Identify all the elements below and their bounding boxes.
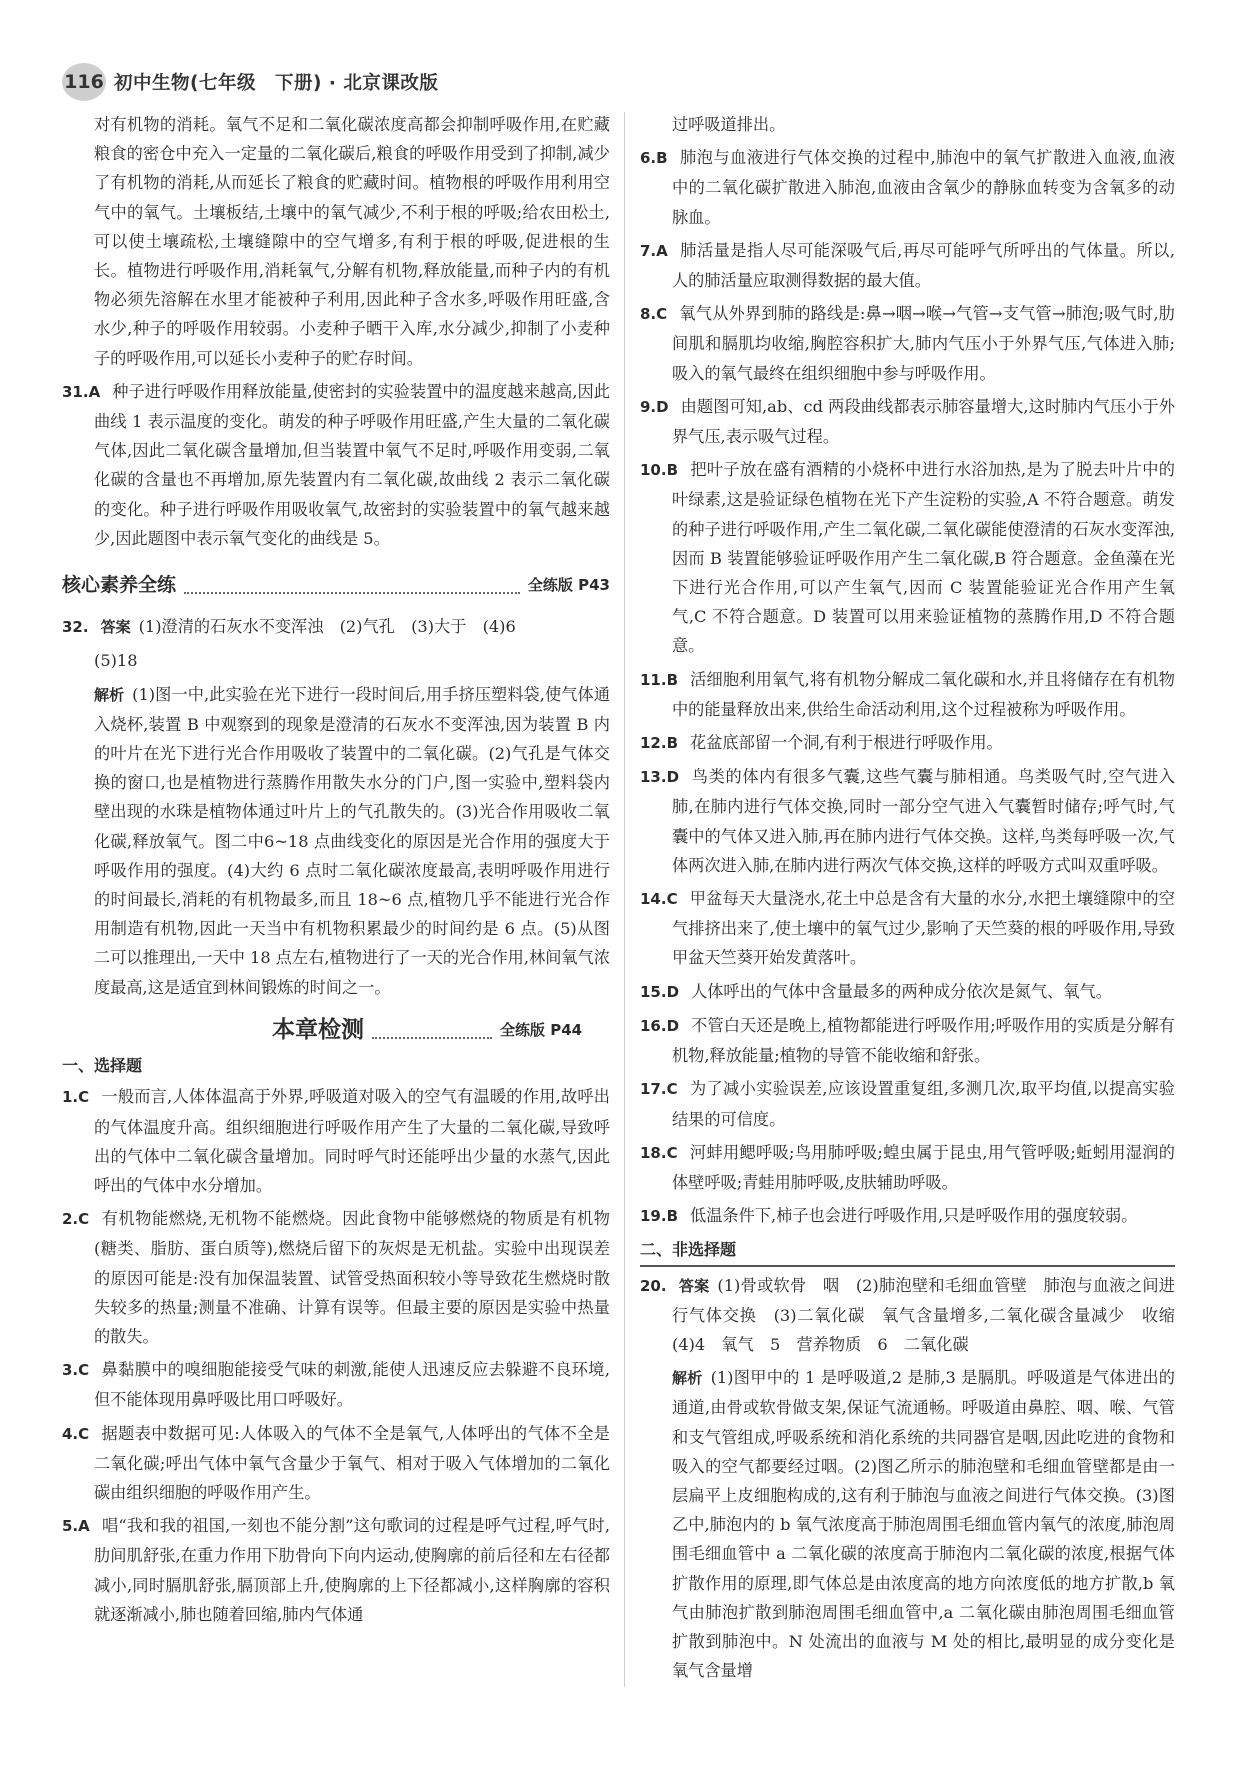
answer-text: 河蚌用鳃呼吸;鸟用肺呼吸;蝗虫属于昆虫,用气管呼吸;蚯蚓用湿润的体壁呼吸;青蛙用肺呼吸,皮肤辅助呼吸。: [672, 1142, 1175, 1192]
page-header: [62, 62, 438, 102]
left-column: [62, 110, 610, 1633]
answer-31: [62, 377, 610, 553]
answer-8: [640, 299, 1175, 388]
question-number: 6.B: [640, 149, 668, 168]
question-number: 1.C: [62, 1088, 90, 1107]
answer-16: [640, 1011, 1175, 1070]
column-divider: [624, 112, 625, 1687]
answer-text: 活细胞利用氧气,将有机物分解成二氧化碳和水,并且将储存在有机物中的能量释放出来,供给生命活动利用,这个过程被称为呼吸作用。: [672, 669, 1175, 719]
answer-20: [640, 1271, 1192, 1360]
question-number: 9.D: [640, 397, 669, 416]
answer-32-cont: (5)18: [94, 651, 138, 671]
question-number: 5.A: [62, 1517, 90, 1536]
chapter-heading: [62, 1016, 610, 1045]
answer-3: [62, 1355, 610, 1414]
answer-text: 为了减小实验误差,应该设置重复组,多测几次,取平均值,以提高实验结果的可信度。: [672, 1079, 1175, 1129]
answer-text: (1)骨或软骨 咽 (2)肺泡壁和毛细血管壁 肺泡与血液之间进行气体交换 (3)二氧化碳 氧气含量增多,二氧化碳含量减少 收缩 (4)4 氧气 5 营养物质 6 二氧化碳: [672, 1275, 1192, 1354]
question-number: 15.D: [640, 982, 680, 1001]
answer-text: 氧气从外界到肺的路线是:鼻→咽→喉→气管→支气管→肺泡;吸气时,肋间肌和膈肌均收缩,胸腔容积扩大,肺内气压小于外界气压,气体进入肺;吸入的氧气最终在组织细胞中参与呼吸作用。: [672, 304, 1175, 383]
question-number: 3.C: [62, 1361, 90, 1380]
analysis-label: 解析: [94, 685, 125, 704]
answer-text: (1)澄清的石灰水不变浑浊 (2)气孔 (3)大于 (4)6: [138, 617, 516, 637]
question-number: 16.D: [640, 1016, 680, 1035]
chapter-title: 本章检测: [272, 1016, 364, 1043]
answer-13: [640, 762, 1175, 880]
page-number: 116: [62, 63, 106, 101]
answer-text: 种子进行呼吸作用释放能量,使密封的实验装置中的温度越来越高,因此曲线 1 表示温度的变化。萌发的种子呼吸作用旺盛,产生大量的二氧化碳气体,因此二氧化碳含量增加,但当装置中氧气不足时,呼吸作用变弱,二氧化碳的含量也不再增加,原先装置内有二氧化碳,故曲线 2 表示二氧化碳的变化。种子进行呼吸作用吸收氧气,故密封的实验装置中的氧气越来越少,因此题图中表示氧气变化的曲线是 5。: [94, 381, 610, 548]
question-number: 4.C: [62, 1424, 90, 1443]
question-number: 17.C: [640, 1080, 678, 1099]
answer-12: [640, 728, 1175, 758]
question-number: 14.C: [640, 890, 678, 909]
analysis-20: [640, 1363, 1175, 1685]
analysis-32: [62, 680, 610, 1002]
answer-17: [640, 1074, 1175, 1133]
answer-text: 人体呼出的气体中含量最多的两种成分依次是氮气、氧气。: [691, 981, 1112, 1001]
right-column: [640, 110, 1192, 1689]
question-number: 20.: [640, 1276, 667, 1295]
answer-5: [62, 1511, 610, 1629]
answer-15: [640, 977, 1175, 1007]
question-number: 11.B: [640, 670, 679, 689]
answer-text: 据题表中数据可见:人体吸入的气体不全是氧气,人体呼出的气体不全是二氧化碳;呼出气体中氧气含量少于氧气、相对于吸入气体增加的二氧化碳由组织细胞的呼吸作用产生。: [94, 1423, 610, 1502]
dotted-leader: [184, 592, 520, 594]
subheading-text: 二、非选择题: [640, 1240, 737, 1260]
answer-10: [640, 455, 1175, 660]
answer-6: [640, 143, 1175, 232]
answer-text: 有机物能燃烧,无机物不能燃烧。因此食物中能够燃烧的物质是有机物(糖类、脂肪、蛋白质等),燃烧后留下的灰烬是无机盐。实验中出现误差的原因可能是:没有加保温装置、试管受热面积较小等导致花生燃烧时散失较多的热量;测量不准确、计算有误等。但最主要的原因是实验中热量的散失。: [94, 1209, 610, 1346]
question-number: 32.: [62, 618, 89, 637]
answer-text: 由题图可知,ab、cd 两段曲线都表示肺容量增大,这时肺内气压小于外界气压,表示吸气过程。: [672, 396, 1175, 447]
question-number: 7.A: [640, 241, 668, 260]
answer-19: [640, 1201, 1175, 1231]
subheading-choice: [62, 1051, 610, 1080]
answer-text: 唱“我和我的祖国,一刻也不能分割”这句歌词的过程是呼气过程,呼气时,肋间肌舒张,在重力作用下肋骨向下向内运动,使胸廓的前后径和左右径都减小,同时膈肌舒张,膈顶部上升,使胸廓的上下径都减小,这样胸廓的容积就逐渐减小,肺也随着回缩,肺内气体通: [94, 1516, 610, 1624]
answer-text: 不管白天还是晚上,植物都能进行呼吸作用;呼吸作用的实质是分解有机物,释放能量;植物的导管不能收缩和舒张。: [672, 1015, 1175, 1066]
answer-11: [640, 665, 1175, 724]
section-ref: 全练版 P43: [527, 576, 610, 595]
subheading-text: 一、选择题: [62, 1056, 143, 1076]
book-title: 初中生物(七年级 下册) · 北京课改版: [114, 73, 439, 94]
section-title: 核心素养全练: [62, 574, 177, 597]
answer-text: 甲盆每天大量浇水,花土中总是含有大量的水分,水把土壤缝隙中的空气排挤出来了,使土壤中的氧气过少,影响了天竺葵的根的呼吸作用,导致甲盆天竺葵开始发黄落叶。: [672, 889, 1175, 968]
answer-text: 低温条件下,柿子也会进行呼吸作用,只是呼吸作用的强度较弱。: [690, 1206, 1138, 1226]
answer-text: 肺活量是指人尽可能深吸气后,再尽可能呼气所呼出的气体量。所以,人的肺活量应取测得数据的最大值。: [672, 240, 1175, 291]
question-number: 18.C: [640, 1143, 678, 1162]
answer-text: 把叶子放在盛有酒精的小烧杯中进行水浴加热,是为了脱去叶片中的叶绿素,这是验证绿色植物在光下产生淀粉的实验,A 不符合题意。萌发的种子进行呼吸作用,产生二氧化碳,二氧化碳能使澄清的石灰水变浑浊,因而 B 装置能够验证呼吸作用产生二氧化碳,B 符合题意。金鱼藻在光下进行光合作用,可以产生氧气,因而 C 装置能验证光合作用产生氧气,C 不符合题意。D 装置可以用来验证植物的蒸腾作用,D 不符合题意。: [672, 460, 1175, 656]
subheading-nonchoice: [640, 1235, 1175, 1266]
question-number: 8.C: [640, 305, 668, 324]
answer-label: 答案: [100, 618, 131, 637]
continued-line: 过呼吸道排出。: [672, 115, 786, 134]
chapter-ref: 全练版 P44: [500, 1020, 583, 1039]
answer-text: 肺泡与血液进行气体交换的过程中,肺泡中的氧气扩散进入血液,血液中的二氧化碳扩散进入肺泡,血液由含氧少的静脉血转变为含氧多的动脉血。: [672, 148, 1175, 227]
answer-2: [62, 1204, 610, 1351]
answer-text: 鼻黏膜中的嗅细胞能接受气味的刺激,能使人迅速反应去躲避不良环境,但不能体现用鼻呼吸比用口呼吸好。: [94, 1360, 610, 1410]
answer-7: [640, 236, 1175, 295]
question-number: 31.A: [62, 382, 101, 401]
answer-1: [62, 1082, 610, 1200]
answer-9: [640, 392, 1175, 451]
answer-text: 花盆底部留一个洞,有利于根进行呼吸作用。: [690, 733, 1003, 753]
dotted-leader: [372, 1037, 492, 1039]
analysis-label: 解析: [672, 1369, 703, 1388]
question-number: 10.B: [640, 461, 679, 480]
question-number: 2.C: [62, 1210, 90, 1229]
intro-paragraph: 对有机物的消耗。氧气不足和二氧化碳浓度高都会抑制呼吸作用,在贮藏粮食的密仓中充入一定量的二氧化碳后,粮食的呼吸作用受到了抑制,减少了有机物的消耗,从而延长了粮食的贮藏时间。植物根的呼吸作用利用空气中的氧气。土壤板结,土壤中的氧气减少,不利于根的呼吸;给农田松土,可以使土壤疏松,土壤缝隙中的空气增多,有利于根的呼吸,促进根的生长。植物进行呼吸作用,消耗氧气,分解有机物,释放能量,而种子内的有机物必须先溶解在水里才能被种子利用,因此种子含水多,呼吸作用旺盛,含水少,种子的呼吸作用较弱。小麦种子晒干入库,水分减少,抑制了小麦种子的呼吸作用,可以延长小麦种子的贮存时间。: [94, 115, 610, 368]
answer-32: [62, 612, 610, 642]
section-heading-core: [62, 571, 610, 600]
question-number: 13.D: [640, 768, 680, 787]
answer-4: [62, 1419, 610, 1508]
answer-label: 答案: [678, 1276, 710, 1295]
analysis-text: (1)图甲中的 1 是呼吸道,2 是肺,3 是膈肌。呼吸道是气体进出的通道,由骨或软骨做支架,保证气流通畅。呼吸道由鼻腔、咽、喉、气管和支气管组成,呼吸系统和消化系统的共同器官是咽,因此吃进的食物和吸入的空气都要经过咽。(2)图乙所示的肺泡壁和毛细血管壁都是由一层扁平上皮细胞构成的,这有利于肺泡与血液之间进行气体交换。(3)图乙中,肺泡内的 b 氧气浓度高于肺泡周围毛细血管内氧气的浓度,肺泡周围毛细血管中 a 二氧化碳的浓度高于肺泡内二氧化碳的浓度,根据气体扩散作用的原理,即气体总是由浓度高的地方向浓度低的地方扩散,b 氧气由肺泡扩散到肺泡周围毛细血管中,a 二氧化碳由肺泡周围毛细血管扩散到肺泡中。N 处流出的血液与 M 处的相比,最明显的成分变化是氧气含量增: [672, 1368, 1175, 1681]
answer-14: [640, 884, 1175, 973]
question-number: 19.B: [640, 1207, 679, 1226]
analysis-text: (1)图一中,此实验在光下进行一段时间后,用手挤压塑料袋,使气体通入烧杯,装置 B 中观察到的现象是澄清的石灰水不变浑浊,因为装置 B 内的叶片在光下进行光合作用吸收了装置中的二氧化碳。(2)气孔是气体交换的窗口,也是植物进行蒸腾作用散失水分的门户,图一实验中,塑料袋内壁出现的水珠是植物体通过叶片上的气孔散失的。(3)光合作用吸收二氧化碳,释放氧气。图二中6~18 点曲线变化的原因是光合作用的强度大于呼吸作用的强度。(4)大约 6 点时二氧化碳浓度最高,表明呼吸作用进行的时间最长,消耗的有机物最多,而且 18~6 点,植物几乎不能进行光合作用制造有机物,因此一天当中有机物积累最少的时间约是 6 点。(5)从图二可以推理出,一天中 18 点左右,植物进行了一天的光合作用,林间氧气浓度最高,这是适宜到林间锻炼的时间之一。: [94, 684, 610, 997]
answer-text: 鸟类的体内有很多气囊,这些气囊与肺相通。鸟类吸气时,空气进入肺,在肺内进行气体交换,同时一部分空气进入气囊暂时储存;呼气时,气囊中的气体又进入肺,再在肺内进行气体交换。这样,鸟类每呼吸一次,气体两次进入肺,在肺内进行两次气体交换,这样的呼吸方式叫双重呼吸。: [672, 767, 1175, 875]
answer-text: 一般而言,人体体温高于外界,呼吸道对吸入的空气有温暖的作用,故呼出的气体温度升高。组织细胞进行呼吸作用产生了大量的二氧化碳,导致呼出的气体中二氧化碳含量增加。同时呼气时还能呼出少量的水蒸气,因此呼出的气体中水分增加。: [94, 1087, 610, 1195]
question-number: 12.B: [640, 734, 679, 753]
answer-18: [640, 1138, 1175, 1197]
